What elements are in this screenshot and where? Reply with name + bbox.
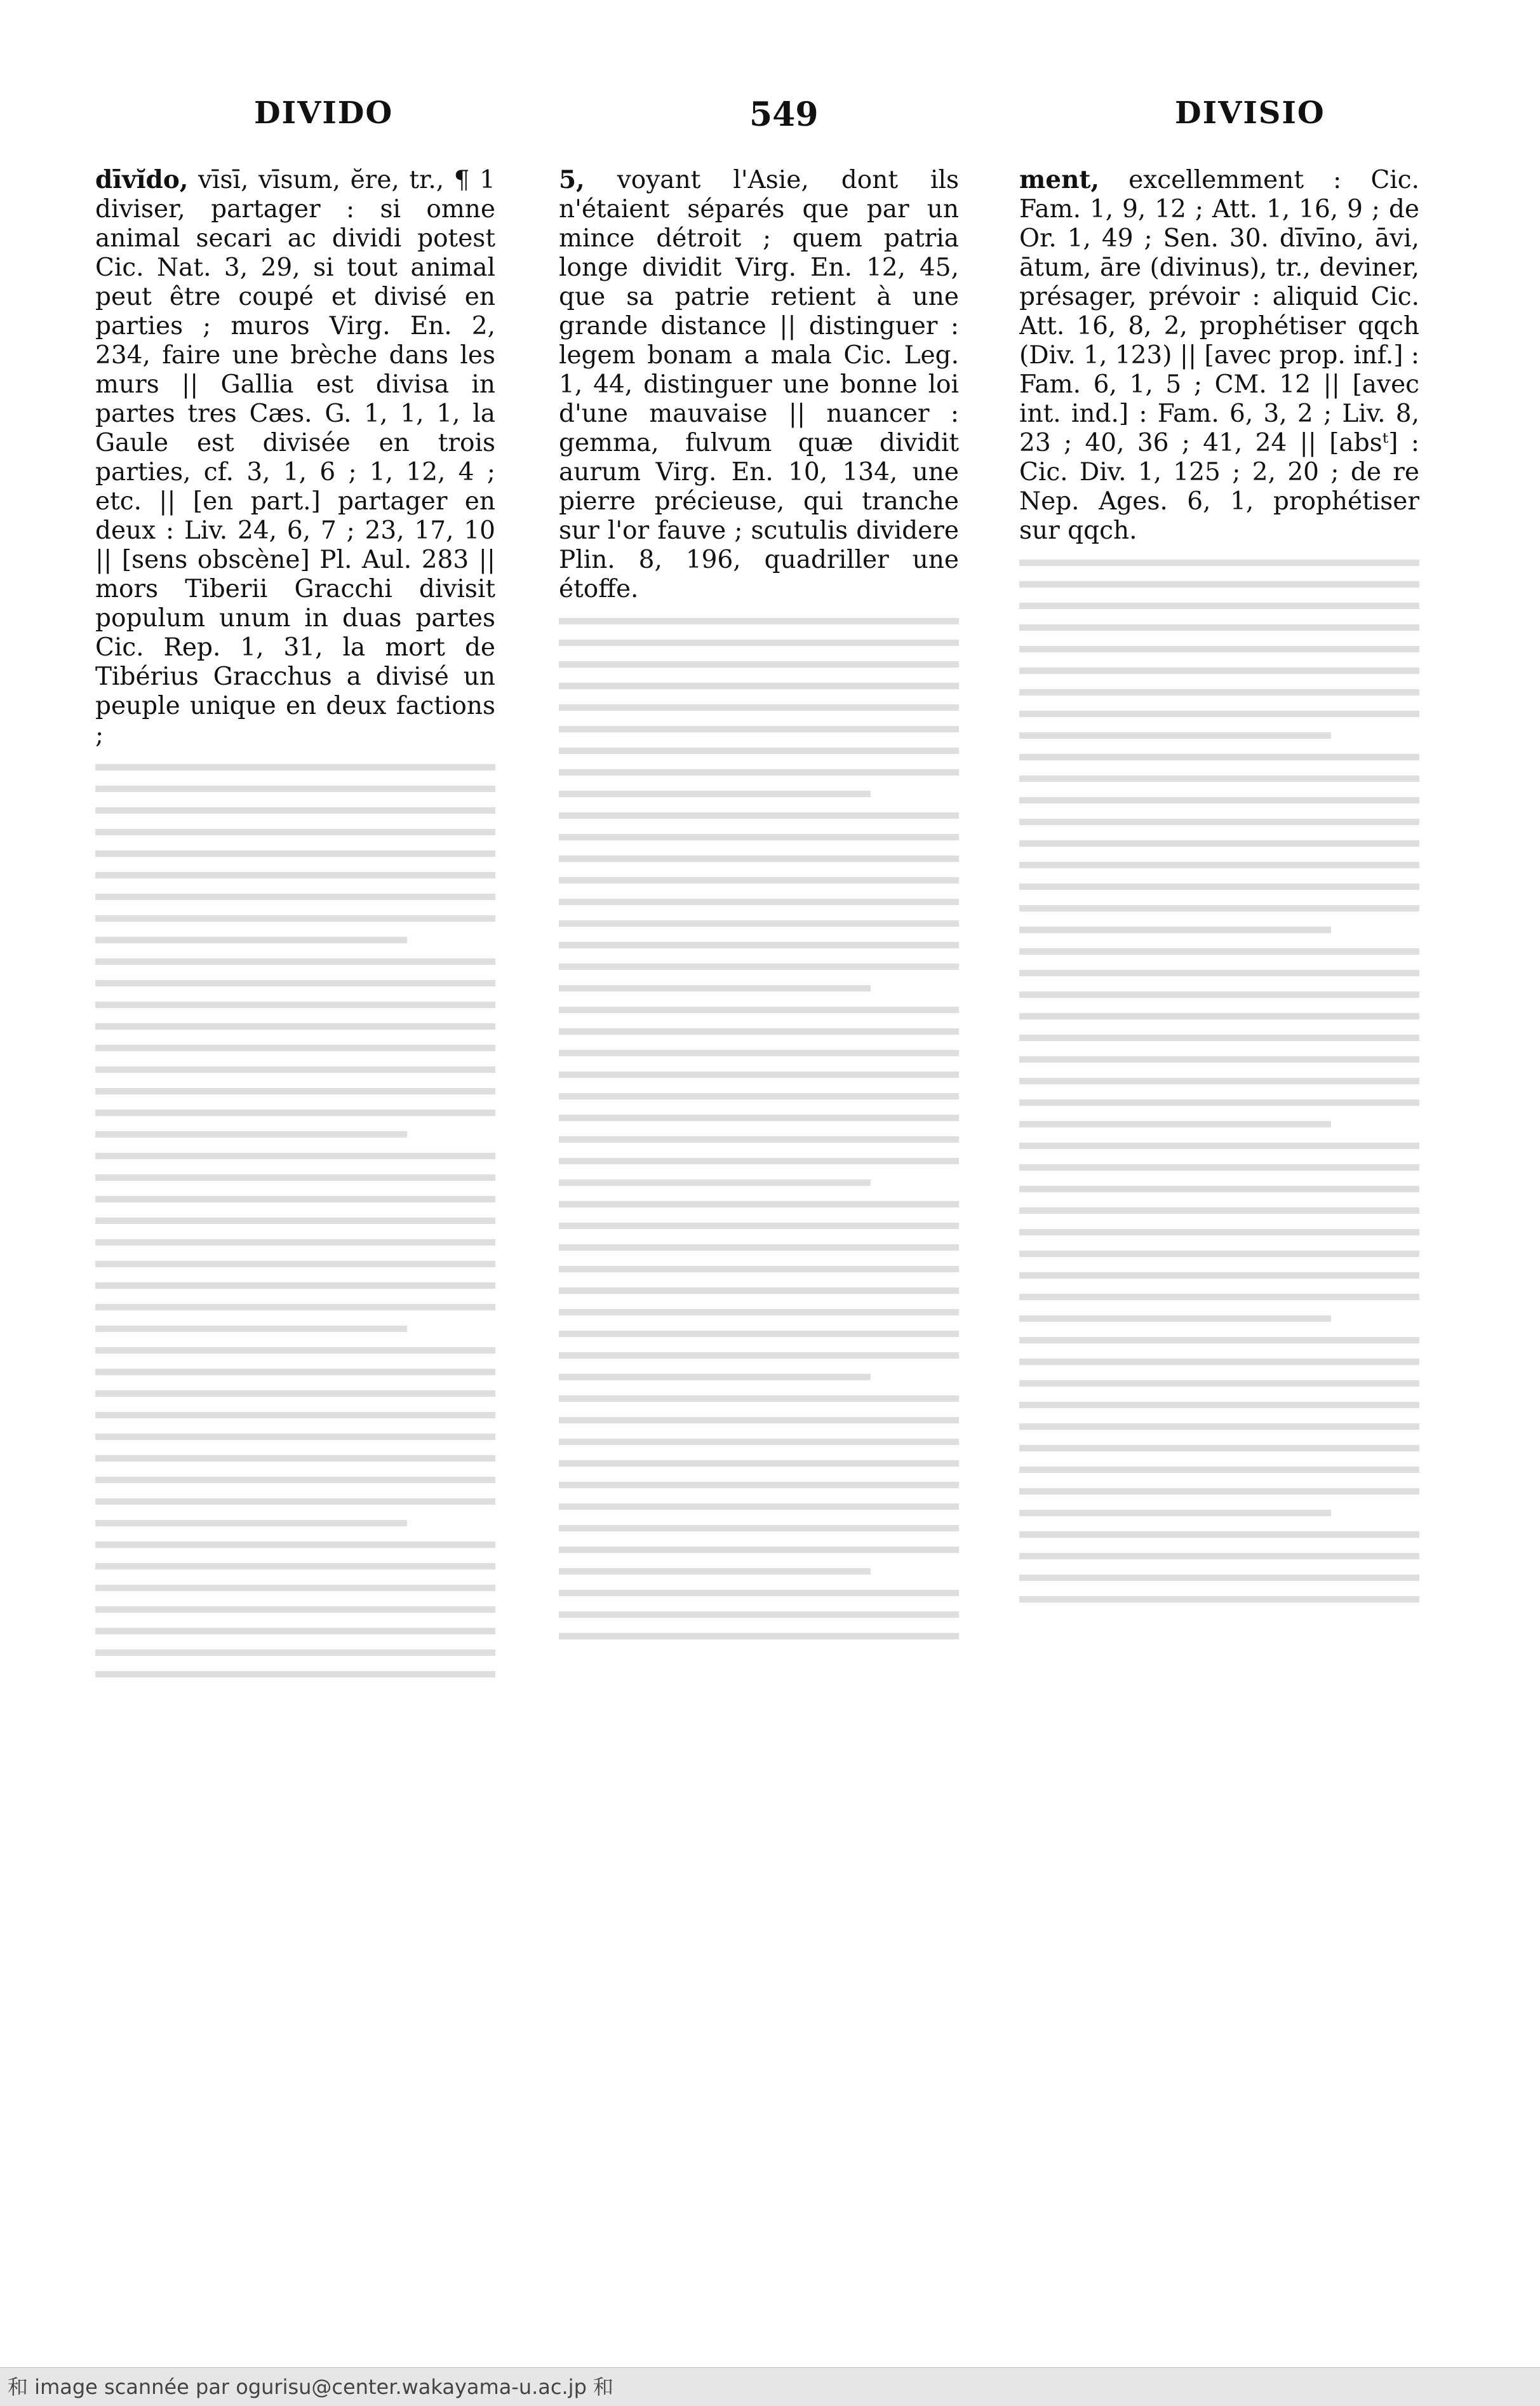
- placeholder-line: [1019, 840, 1419, 847]
- placeholder-line: [1019, 1315, 1331, 1322]
- placeholder-line: [95, 1153, 495, 1159]
- placeholder-line: [559, 1223, 959, 1229]
- placeholder-line: [95, 1110, 495, 1116]
- placeholder-line: [559, 1115, 959, 1121]
- placeholder-line: [95, 764, 495, 770]
- placeholder-line: [559, 704, 959, 711]
- placeholder-line: [1019, 1510, 1331, 1516]
- placeholder-line: [95, 1585, 495, 1591]
- placeholder-line: [1019, 646, 1419, 652]
- placeholder-line: [559, 1460, 959, 1467]
- running-head-right: DIVISIO: [1175, 95, 1325, 131]
- placeholder-line: [559, 1007, 959, 1013]
- placeholder-line: [95, 1650, 495, 1656]
- placeholder-line: [95, 915, 495, 922]
- placeholder-line: [1019, 689, 1419, 696]
- placeholder-line: [95, 958, 495, 965]
- placeholder-line: [559, 661, 959, 668]
- placeholder-line: [95, 1347, 495, 1354]
- placeholder-line: [1019, 1186, 1419, 1192]
- placeholder-line: [1019, 1078, 1419, 1084]
- placeholder-line: [1019, 1272, 1419, 1279]
- placeholder-line: [559, 683, 959, 689]
- placeholder-line: [559, 964, 959, 970]
- placeholder-line: [1019, 1099, 1419, 1106]
- placeholder-line: [559, 1590, 959, 1596]
- placeholder-line: [1019, 1251, 1419, 1257]
- placeholder-line: [1019, 1143, 1419, 1149]
- placeholder-line: [1019, 970, 1419, 976]
- placeholder-line: [559, 899, 959, 905]
- entry-headword: dīvĭdo,: [95, 165, 189, 194]
- placeholder-line: [559, 942, 959, 948]
- placeholder-line: [95, 807, 495, 814]
- placeholder-line: [95, 786, 495, 792]
- placeholder-line: [95, 1023, 495, 1030]
- placeholder-line: [559, 920, 959, 927]
- placeholder-line: [559, 618, 959, 624]
- placeholder-line: [1019, 1402, 1419, 1408]
- placeholder-line: [1019, 948, 1419, 955]
- placeholder-line: [1019, 1380, 1419, 1387]
- placeholder-line: [559, 877, 959, 884]
- placeholder-line: [559, 1525, 959, 1531]
- placeholder-line: [559, 1633, 959, 1639]
- placeholder-line: [1019, 1013, 1419, 1019]
- placeholder-line: [95, 1628, 495, 1634]
- column-continuation: [95, 764, 495, 1677]
- placeholder-line: [95, 1520, 407, 1526]
- placeholder-line: [1019, 711, 1419, 717]
- placeholder-line: [559, 1439, 959, 1445]
- placeholder-line: [559, 1072, 959, 1078]
- placeholder-line: [1019, 624, 1419, 631]
- placeholder-line: [559, 1331, 959, 1337]
- placeholder-line: [1019, 1575, 1419, 1581]
- placeholder-line: [559, 1374, 871, 1380]
- placeholder-line: [559, 1244, 959, 1251]
- placeholder-line: [559, 1503, 959, 1510]
- entry-text: excellemment : Cic. Fam. 1, 9, 12 ; Att. 1, 16, 9 ; de Or. 1, 49 ; Sen. 30. dīvīno, āvi, ātum, āre (divinus), tr., deviner, présager, prévoir : aliquid Cic. Att. 16, 8, 2, prophétiser qqch (Div. 1, 123) || [avec prop. inf.] : Fam. 6, 1, 5 ; CM. 12 || [avec int. ind.] : Fam. 6, 3, 2 ; Liv. 8, 23 ; 40, 36 ; 41, 24 || [absᵗ] : Cic. Div. 1, 125 ; 2, 20 ; de re Nep. Ages. 6, 1, prophétiser sur qqch.: [1019, 166, 1419, 545]
- placeholder-line: [559, 985, 871, 991]
- placeholder-line: [95, 1218, 495, 1224]
- placeholder-line: [1019, 862, 1419, 868]
- entry-dividi: [95, 165, 495, 750]
- placeholder-line: [559, 769, 959, 776]
- placeholder-line: [559, 1201, 959, 1207]
- placeholder-line: [1019, 732, 1331, 739]
- entry-continuation: [559, 165, 959, 604]
- placeholder-line: [95, 1282, 495, 1289]
- running-head-left: DIVIDO: [254, 95, 394, 131]
- scan-credit-bar: [0, 2367, 1540, 2406]
- placeholder-line: [95, 872, 495, 878]
- placeholder-line: [95, 1045, 495, 1051]
- scan-credit-text: 和 image scannée par ogurisu@center.wakayama-u.ac.jp 和: [8, 2375, 614, 2399]
- placeholder-line: [559, 1179, 871, 1186]
- placeholder-line: [559, 1287, 959, 1294]
- placeholder-line: [95, 1606, 495, 1613]
- placeholder-line: [1019, 991, 1419, 998]
- placeholder-line: [559, 1395, 959, 1402]
- placeholder-line: [559, 1050, 959, 1056]
- entry-text: vīsī, vīsum, ĕre, tr., ¶ 1 diviser, partager : si omne animal secari ac dividi potest Cic. Nat. 3, 29, si tout animal peut être coupé et divisé en parties ; muros Virg. En. 2, 234, faire une brèche dans les murs || Gallia est divisa in partes tres Cæs. G. 1, 1, 1, la Gaule est divisée en trois parties, cf. 3, 1, 6 ; 1, 12, 4 ; etc. || [en part.] partager en deux : Liv. 24, 6, 7 ; 23, 17, 10 || [sens obscène] Pl. Aul. 283 || mors Tiberii Gracchi divisit populum unum in duas partes Cic. Rep. 1, 31, la mort de Tibérius Gracchus a divisé un peuple unique en deux factions ;: [95, 166, 495, 749]
- placeholder-line: [1019, 560, 1419, 566]
- placeholder-line: [559, 1028, 959, 1035]
- placeholder-line: [559, 1136, 959, 1143]
- placeholder-line: [1019, 1596, 1419, 1603]
- placeholder-line: [1019, 1488, 1419, 1495]
- placeholder-line: [95, 1477, 495, 1483]
- placeholder-line: [559, 640, 959, 646]
- placeholder-line: [1019, 1337, 1419, 1343]
- placeholder-line: [95, 1412, 495, 1418]
- placeholder-line: [559, 726, 959, 732]
- placeholder-line: [559, 1482, 959, 1488]
- placeholder-line: [1019, 1467, 1419, 1473]
- dictionary-column-2: [559, 165, 959, 2325]
- placeholder-line: [559, 1547, 959, 1553]
- placeholder-line: [1019, 754, 1419, 760]
- placeholder-line: [95, 1066, 495, 1073]
- placeholder-line: [95, 1326, 407, 1332]
- placeholder-line: [1019, 905, 1419, 911]
- placeholder-line: [1019, 927, 1331, 933]
- placeholder-line: [95, 1196, 495, 1202]
- placeholder-line: [559, 834, 959, 840]
- placeholder-line: [1019, 1553, 1419, 1559]
- dictionary-column-1: [95, 165, 495, 2325]
- placeholder-line: [1019, 1359, 1419, 1365]
- placeholder-line: [1019, 603, 1419, 609]
- placeholder-line: [1019, 1229, 1419, 1235]
- placeholder-line: [95, 1088, 495, 1094]
- placeholder-line: [1019, 819, 1419, 825]
- entry-headword: ment,: [1019, 165, 1100, 194]
- entry-continuation: [1019, 165, 1419, 546]
- column-continuation: [1019, 560, 1419, 1603]
- placeholder-line: [95, 1563, 495, 1569]
- dictionary-column-3: [1019, 165, 1419, 2325]
- placeholder-line: [559, 1093, 959, 1099]
- placeholder-line: [1019, 581, 1419, 588]
- placeholder-line: [95, 850, 495, 857]
- placeholder-line: [1019, 668, 1419, 674]
- placeholder-line: [559, 856, 959, 862]
- placeholder-line: [559, 1417, 959, 1423]
- placeholder-line: [95, 937, 407, 943]
- placeholder-line: [1019, 1531, 1419, 1538]
- placeholder-line: [95, 980, 495, 986]
- placeholder-line: [1019, 1164, 1419, 1171]
- placeholder-line: [95, 1002, 495, 1008]
- placeholder-line: [1019, 1423, 1419, 1430]
- placeholder-line: [559, 748, 959, 754]
- placeholder-line: [559, 1352, 959, 1359]
- placeholder-line: [1019, 1121, 1331, 1127]
- placeholder-line: [95, 1239, 495, 1246]
- placeholder-line: [95, 894, 495, 900]
- placeholder-line: [1019, 776, 1419, 782]
- placeholder-line: [559, 812, 959, 819]
- column-continuation: [559, 618, 959, 1639]
- placeholder-line: [1019, 1207, 1419, 1214]
- placeholder-line: [559, 1568, 871, 1575]
- page-number: 549: [749, 95, 819, 134]
- entry-headword: 5,: [559, 165, 585, 194]
- placeholder-line: [95, 1390, 495, 1397]
- placeholder-line: [95, 1369, 495, 1375]
- placeholder-line: [559, 1266, 959, 1272]
- placeholder-line: [95, 1174, 495, 1181]
- placeholder-line: [1019, 1445, 1419, 1451]
- placeholder-line: [1019, 797, 1419, 803]
- placeholder-line: [95, 829, 495, 835]
- placeholder-line: [95, 1434, 495, 1440]
- placeholder-line: [1019, 884, 1419, 890]
- placeholder-line: [95, 1498, 495, 1505]
- placeholder-line: [95, 1304, 495, 1310]
- placeholder-line: [95, 1261, 495, 1267]
- placeholder-line: [1019, 1294, 1419, 1300]
- entry-text: voyant l'Asie, dont ils n'étaient séparés que par un mince détroit ; quem patria longe dividit Virg. En. 12, 45, que sa patrie retient à une grande distance || distinguer : legem bonam a mala Cic. Leg. 1, 44, distinguer une bonne loi d'une mauvaise || nuancer : gemma, fulvum quæ dividit aurum Virg. En. 10, 134, une pierre précieuse, qui tranche sur l'or fauve ; scutulis dividere Plin. 8, 196, quadriller une étoffe.: [559, 166, 959, 603]
- placeholder-line: [95, 1542, 495, 1548]
- placeholder-line: [559, 1309, 959, 1315]
- placeholder-line: [95, 1671, 495, 1677]
- placeholder-line: [1019, 1056, 1419, 1063]
- placeholder-line: [1019, 1035, 1419, 1041]
- placeholder-line: [559, 1158, 959, 1164]
- placeholder-line: [95, 1131, 407, 1138]
- placeholder-line: [95, 1455, 495, 1462]
- page-header: [0, 95, 1540, 152]
- placeholder-line: [559, 1611, 959, 1618]
- placeholder-line: [559, 791, 871, 797]
